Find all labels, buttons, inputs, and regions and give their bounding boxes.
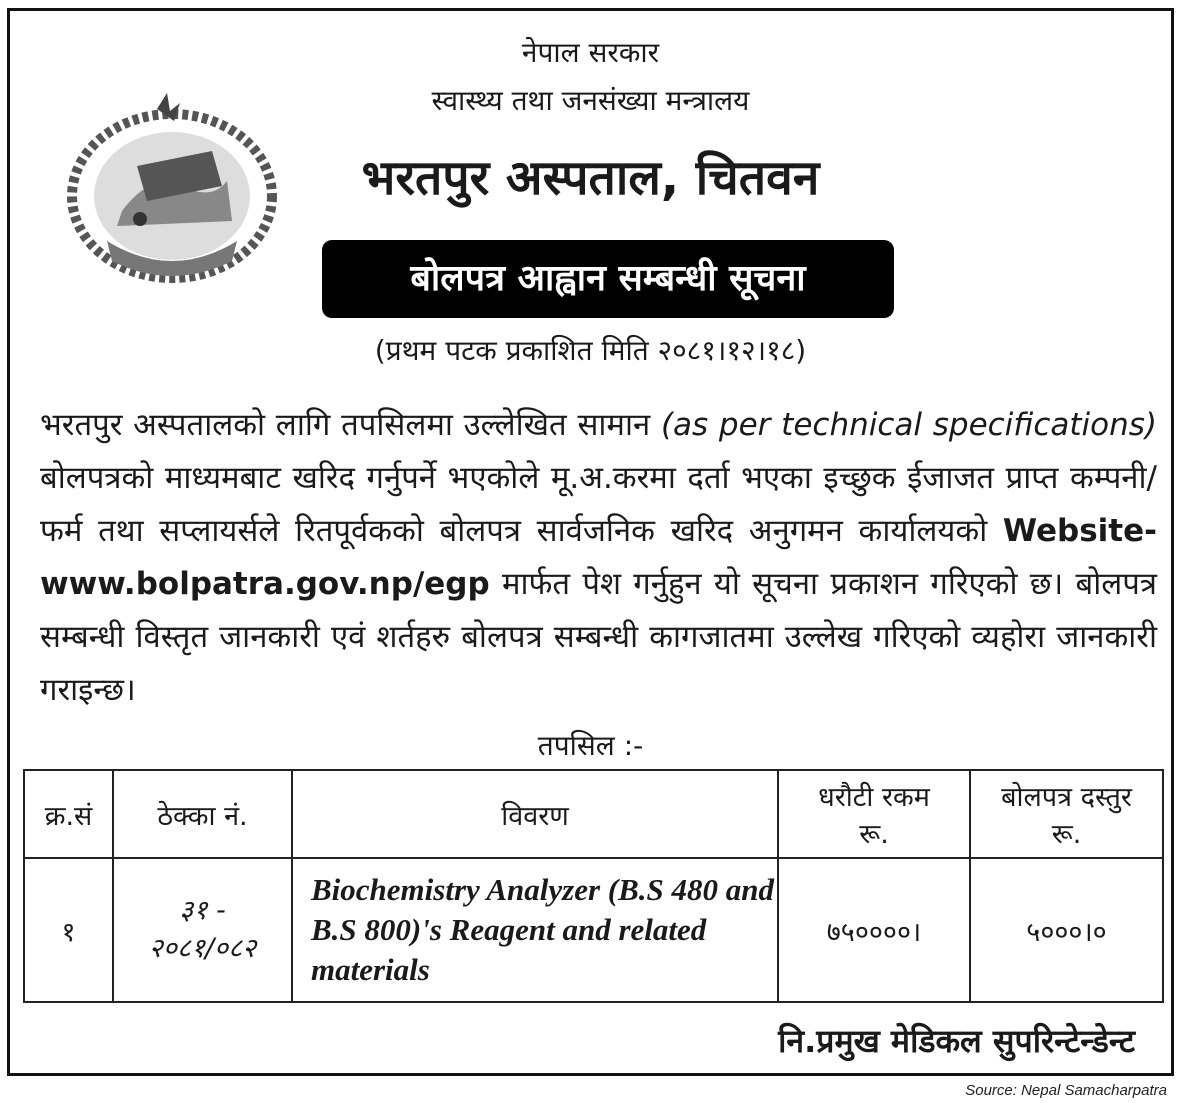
notice-text-part3: मार्फत पेश गर्नुहुन यो सूचना प्रकाशन गरिएको छ। बोलपत्र सम्बन्धी विस्तृत जानकारी एवं शर्तहरु बोलपत्र सम्बन्धी कागजातमा उल्लेख गरिएको व्यहोरा जानकारी गराइन्छ।: [40, 566, 1157, 708]
cell-deposit: ७५००००।: [778, 858, 970, 1002]
header-fee: [970, 770, 1163, 858]
cell-contract-line1: ३१ -: [179, 895, 226, 926]
source-credit: Source: Nepal Samacharpatra: [965, 1082, 1167, 1099]
cell-description: Biochemistry Analyzer (B.S 480 and B.S 800)'s Reagent and related materials: [292, 858, 778, 1002]
header-fee-label: बोलपत्र दस्तुर: [1001, 782, 1132, 813]
notice-italic-spec: (as per technical specifications): [660, 407, 1157, 443]
cell-fee: ५०००।०: [970, 858, 1163, 1002]
notice-text-part1: भरतपुर अस्पतालको लागि तपसिलमा उल्लेखित सामान: [40, 407, 661, 443]
tender-table: [23, 769, 1164, 1003]
header-fee-unit: रू.: [1051, 819, 1082, 850]
header-deposit-unit: रू.: [859, 819, 889, 850]
cell-contract-line2: २०८१/०८२: [148, 933, 257, 964]
header-deposit: [778, 770, 970, 858]
cell-contract-no: [113, 858, 292, 1002]
table-row: [24, 858, 1163, 1002]
notice-banner: बोलपत्र आह्वान सम्बन्धी सूचना: [322, 240, 894, 318]
ministry-title: स्वास्थ्य तथा जनसंख्या मन्त्रालय: [431, 84, 750, 117]
schedule-title: तपसिल :-: [537, 729, 644, 762]
cell-sn: १: [24, 858, 113, 1002]
header-description: विवरण: [292, 770, 778, 858]
header-sn: क्र.सं: [24, 770, 113, 858]
publication-date: (प्रथम पटक प्रकाशित मिति २०८१।१२।१८): [374, 334, 807, 367]
header-contract-no: ठेक्का नं.: [113, 770, 292, 858]
notice-body: [40, 399, 1157, 717]
government-title: नेपाल सरकार: [521, 36, 660, 69]
notice-frame: [7, 8, 1174, 1076]
notice-text-part2: बोलपत्रको माध्यमबाट खरिद गर्नुपर्ने भएकोले मू.अ.करमा दर्ता भएका इच्छुक ईजाजत प्राप्त कम्पनी/फर्म तथा सप्लायर्सले रितपूर्वकको बोलपत्र सार्वजनिक खरिद अनुगमन कार्यालयको: [40, 460, 1157, 549]
header-deposit-label: धरौटी रकम: [818, 782, 930, 813]
table-header-row: [24, 770, 1163, 858]
notice-website: Website- www.bolpatra.gov.np/egp: [40, 513, 1157, 602]
hospital-title: भरतपुर अस्पताल, चितवन: [361, 150, 820, 206]
signatory-title: नि.प्रमुख मेडिकल सुपरिन्टेन्डेन्ट: [778, 1022, 1135, 1060]
